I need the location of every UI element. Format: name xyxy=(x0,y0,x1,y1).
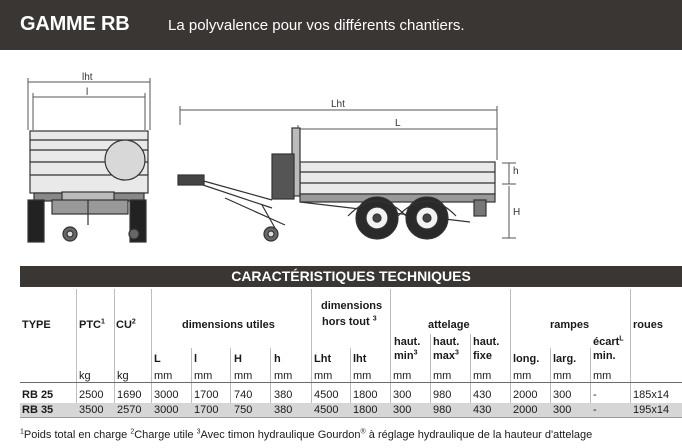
dim-label-H: H xyxy=(513,207,521,218)
header-ptc: PTC$^1$ xyxy=(79,318,105,331)
dim-label-L: L xyxy=(395,118,401,129)
row-rb25-haut-min: 300 xyxy=(393,389,412,401)
row-rb35-ecart: - xyxy=(593,404,597,416)
header-haut-min-line1: haut. xyxy=(394,336,421,348)
unit-H: mm xyxy=(234,370,253,382)
specs-title-band xyxy=(20,266,682,287)
unit-h: mm xyxy=(274,370,293,382)
row-rb35-type: RB 35 xyxy=(22,404,54,416)
unit-ptc: kg xyxy=(79,370,91,382)
row-rb35-roues: 195x14 xyxy=(633,404,670,416)
unit-l: mm xyxy=(194,370,213,382)
page-title: GAMME RB xyxy=(20,13,130,35)
header-col-h: h xyxy=(274,353,281,365)
dim-label-Lht: Lht xyxy=(331,99,345,110)
footnote-3-end: à réglage hydraulique de la hauteur d'attelage xyxy=(365,429,593,441)
footnote-3: Avec timon hydraulique Gourdon xyxy=(200,429,361,441)
row-rb35-haut-max: 980 xyxy=(433,404,452,416)
header-col-L: L xyxy=(154,353,161,365)
footnote-2: Charge utile xyxy=(134,429,194,441)
dim-label-l-front: l xyxy=(86,87,89,98)
header-col-l: l xyxy=(194,353,198,365)
row-rb25-roues: 185x14 xyxy=(633,389,670,401)
row-rb35-H: 750 xyxy=(234,404,253,416)
unit-haut-max: mm xyxy=(433,370,452,382)
trailer-technical-drawing xyxy=(0,62,682,262)
row-rb35-larg: 300 xyxy=(553,404,572,416)
row-rb25-lht: 1800 xyxy=(353,389,378,401)
row-rb25-L: 3000 xyxy=(154,389,179,401)
row-rb35-lht: 1800 xyxy=(353,404,378,416)
unit-larg: mm xyxy=(553,370,572,382)
side-view xyxy=(178,128,495,241)
header-dimensions-utiles: dimensions utiles xyxy=(182,319,275,331)
row-rb25-ptc: 2500 xyxy=(79,389,104,401)
front-view xyxy=(28,131,148,242)
header-col-H: H xyxy=(234,353,242,365)
row-rb25-l: 1700 xyxy=(194,389,219,401)
row-rb25-h: 380 xyxy=(274,389,293,401)
header-dimensions-hors-tout-line2: hors tout $^3$ xyxy=(322,315,377,328)
row-rb25-cu: 1690 xyxy=(117,389,142,401)
row-rb35-L: 3000 xyxy=(154,404,179,416)
unit-lht: mm xyxy=(353,370,372,382)
footnotes: $^1$Poids total en charge $^2$Charge utile $^3$Avec timon hydraulique Gourdon® à réglage hydraulique de la hauteur d'attelage xyxy=(20,428,593,441)
row-rb25-Lht: 4500 xyxy=(314,389,339,401)
unit-long: mm xyxy=(513,370,532,382)
header-col-long: long. xyxy=(513,353,540,365)
dim-label-h: h xyxy=(513,166,519,177)
unit-haut-min: mm xyxy=(393,370,412,382)
header-col-larg: larg. xyxy=(553,353,577,365)
header-haut-min-line2: $\min^3$ xyxy=(394,349,418,362)
header-roues: roues xyxy=(633,319,663,331)
unit-cu: kg xyxy=(117,370,129,382)
unit-Lht: mm xyxy=(314,370,333,382)
row-rb35-haut-min: 300 xyxy=(393,404,412,416)
row-rb25-H: 740 xyxy=(234,389,253,401)
row-rb35-h: 380 xyxy=(274,404,293,416)
dim-label-lht: lht xyxy=(82,72,93,83)
row-rb25-type: RB 25 xyxy=(22,389,54,401)
header-cu: $CU^2$ xyxy=(116,318,136,331)
header-haut-fixe-line2: fixe xyxy=(473,350,492,362)
header-ecart-line1: écart$^L$ xyxy=(593,335,624,348)
header-col-lht: lht xyxy=(353,353,367,365)
row-rb35-long: 2000 xyxy=(513,404,538,416)
row-rb35-ptc: 3500 xyxy=(79,404,104,416)
header-dimensions-hors-tout-line1: dimensions xyxy=(321,300,383,312)
unit-haut-fixe: mm xyxy=(473,370,492,382)
header-attelage: attelage xyxy=(428,319,470,331)
row-rb35-cu: 2570 xyxy=(117,404,142,416)
header-type: TYPE xyxy=(22,319,51,331)
row-rb25-haut-max: 980 xyxy=(433,389,452,401)
header-haut-fixe-line1: haut. xyxy=(473,336,500,348)
row-rb25-ecart: - xyxy=(593,389,597,401)
row-rb25-haut-fixe: 430 xyxy=(473,389,492,401)
row-rb25-long: 2000 xyxy=(513,389,538,401)
specs-title: CARACTÉRISTIQUES TECHNIQUES xyxy=(231,268,471,284)
unit-ecart: mm xyxy=(593,370,612,382)
header-col-Lht: Lht xyxy=(314,353,332,365)
header-haut-max-line2: $\max^3$ xyxy=(433,349,459,362)
header-ecart-line2: min. xyxy=(593,350,616,362)
header-rampes: rampes xyxy=(550,319,590,331)
footnote-1: Poids total en charge xyxy=(23,429,128,441)
row-rb35-l: 1700 xyxy=(194,404,219,416)
row-rb35-haut-fixe: 430 xyxy=(473,404,492,416)
header-band xyxy=(0,0,682,50)
header-haut-max-line1: haut. xyxy=(433,336,460,348)
unit-L: mm xyxy=(154,370,173,382)
row-rb35-Lht: 4500 xyxy=(314,404,339,416)
page-subtitle: La polyvalence pour vos différents chantiers. xyxy=(168,17,465,34)
row-rb25-larg: 300 xyxy=(553,389,572,401)
